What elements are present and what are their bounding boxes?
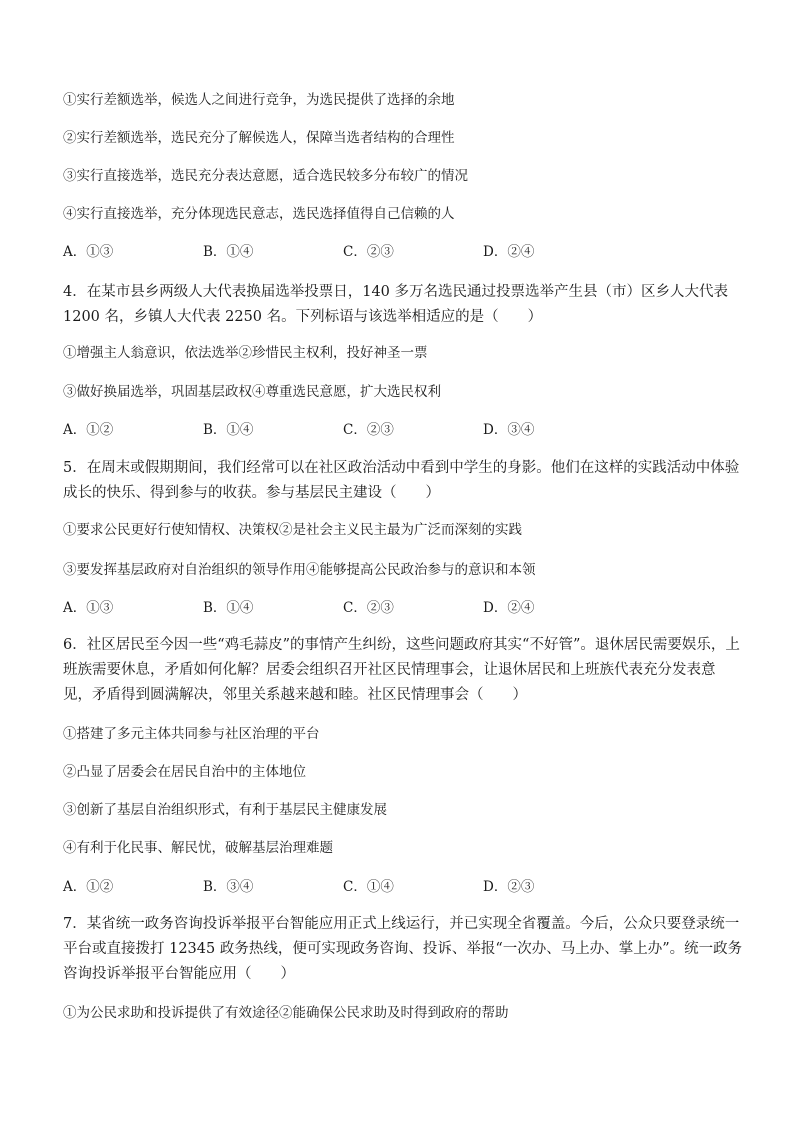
q3-choice-b[interactable]: B．①④ (203, 244, 254, 260)
q3-choices (63, 242, 743, 262)
q6-option-3: ③创新了基层自治组织形式，有利于基层民主健康发展 (63, 802, 387, 818)
q7-stem: 7．某省统一政务咨询投诉举报平台智能应用正式上线运行，并已实现全省覆盖。今后，公众只要登录统一平台或直接拨打 12345 政务热线，便可实现政务咨询、投诉、举报“一次办、马上办、掌上办”。统一政务咨询投诉举报平台智能应用（ ） (63, 916, 743, 982)
q7-option-line-1: ①为公民求助和投诉提供了有效途径②能确保公民求助及时得到政府的帮助 (63, 1005, 509, 1021)
q4-stem: 4．在某市县乡两级人大代表换届选举投票日，140 多万名选民通过投票选举产生县（市）区乡人大代表 1200 名，乡镇人大代表 2250 名。下列标语与该选举相适应的是（ ） (63, 284, 729, 325)
q5-choice-a[interactable]: A．①③ (63, 600, 114, 616)
q3-choice-c[interactable]: C．②③ (343, 244, 394, 260)
q6-stem: 6．社区居民至今因一些“鸡毛蒜皮”的事情产生纠纷，这些问题政府其实“不好管”。退休居民需要娱乐，上班族需要休息，矛盾如何化解？居委会组织召开社区民情理事会，让退休居民和上班族代表充分发表意见，矛盾得到圆满解决，邻里关系越来越和睦。社区民情理事会（ ） (63, 637, 740, 703)
q4-choices (63, 420, 743, 440)
q6-option-2: ②凸显了居委会在居民自治中的主体地位 (63, 764, 306, 780)
q3-option-2: ②实行差额选举，选民充分了解候选人，保障当选者结构的合理性 (63, 130, 455, 146)
q5-choice-d[interactable]: D．②④ (483, 600, 535, 616)
q4-choice-c[interactable]: C．②③ (343, 422, 394, 438)
q4-option-line-2: ③做好换届选举，巩固基层政权④尊重选民意愿，扩大选民权利 (63, 384, 441, 400)
q3-option-3: ③实行直接选举，选民充分表达意愿，适合选民较多分布较广的情况 (63, 168, 468, 184)
q6-choice-a[interactable]: A．①② (63, 879, 114, 895)
q3-choice-d[interactable]: D．②④ (483, 244, 535, 260)
q4-choice-d[interactable]: D．③④ (483, 422, 535, 438)
q3-option-4: ④实行直接选举，充分体现选民意志，选民选择值得自己信赖的人 (63, 206, 455, 222)
q3-choice-a[interactable]: A．①③ (63, 244, 114, 260)
q5-choice-c[interactable]: C．②③ (343, 600, 394, 616)
q4-option-line-1: ①增强主人翁意识，依法选举②珍惜民主权利，投好神圣一票 (63, 345, 428, 361)
q6-choice-c[interactable]: C．①④ (343, 879, 394, 895)
q6-option-1: ①搭建了多元主体共同参与社区治理的平台 (63, 726, 320, 742)
q6-choices (63, 877, 743, 897)
q5-option-line-2: ③要发挥基层政府对自治组织的领导作用④能够提高公民政治参与的意识和本领 (63, 562, 536, 578)
q5-choices (63, 598, 743, 618)
q4-choice-b[interactable]: B．①④ (203, 422, 254, 438)
q6-option-4: ④有利于化民事、解民忧，破解基层治理难题 (63, 840, 333, 856)
q4-choice-a[interactable]: A．①② (63, 422, 114, 438)
q5-choice-b[interactable]: B．①④ (203, 600, 254, 616)
q6-choice-b[interactable]: B．③④ (203, 879, 254, 895)
q6-choice-d[interactable]: D．②③ (483, 879, 535, 895)
q3-option-1: ①实行差额选举，候选人之间进行竞争，为选民提供了选择的余地 (63, 92, 455, 108)
q5-stem: 5．在周末或假期期间，我们经常可以在社区政治活动中看到中学生的身影。他们在这样的实践活动中体验成长的快乐、得到参与的收获。参与基层民主建设（ ） (63, 460, 740, 501)
q5-option-line-1: ①要求公民更好行使知情权、决策权②是社会主义民主最为广泛而深刻的实践 (63, 522, 522, 538)
